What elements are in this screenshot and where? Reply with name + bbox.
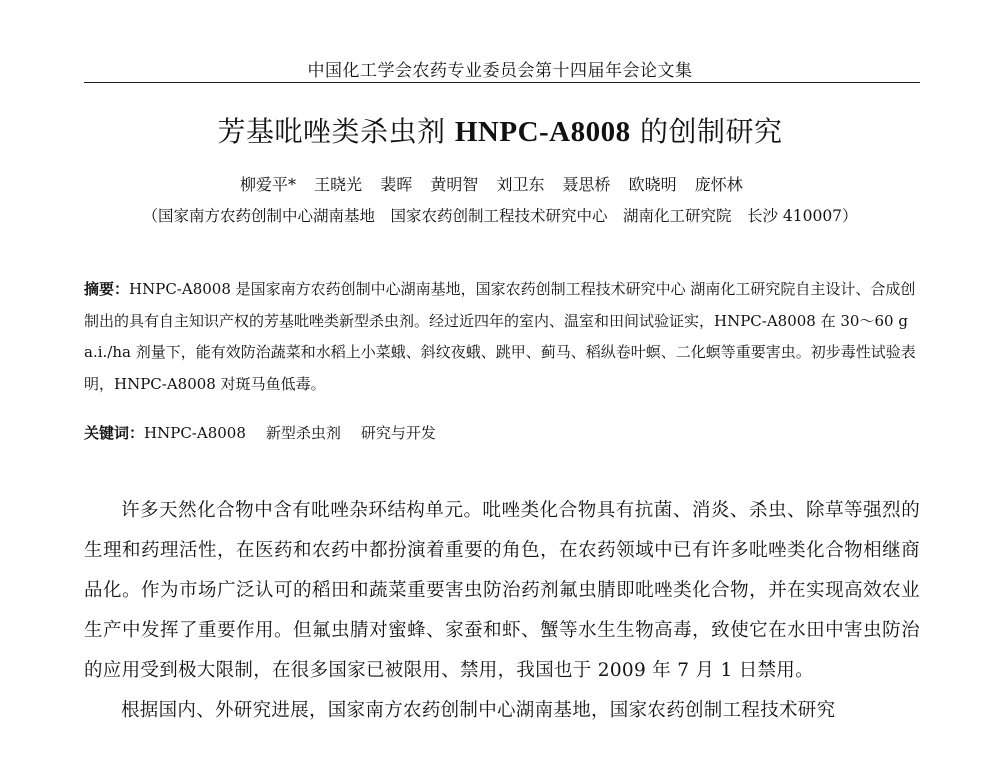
keyword: 研究与开发 bbox=[360, 424, 436, 442]
author: 庞怀林 bbox=[694, 175, 743, 194]
title-prefix: 芳基吡唑类杀虫剂 bbox=[217, 115, 455, 148]
abstract-text: HNPC-A8008 是国家南方农药创制中心湖南基地，国家农药创制工程技术研究中心 湖南化工研究院自主设计、合成创制出的具有自主知识产权的芳基吡唑类新型杀虫剂。经过近四年的室内、温室和田间试验证实，HNPC-A8008 在 30～60 g a.i./ha 剂量下，能有效防治蔬菜和水稻上小菜蛾、斜纹夜蛾、跳甲、蓟马、稻纵卷叶螟、二化螟等重要害虫。初步毒性试验表明，HNPC-A8008 对斑马鱼低毒。 bbox=[84, 280, 916, 393]
affiliation: （国家南方农药创制中心湖南基地 国家农药创制工程技术研究中心 湖南化工研究院 长沙 410007） bbox=[142, 207, 858, 225]
author: 王晓光 bbox=[314, 175, 363, 194]
author: 刘卫东 bbox=[496, 175, 545, 194]
proceedings-header: 中国化工学会农药专业委员会第十四届年会论文集 bbox=[307, 61, 693, 81]
author: 裴晖 bbox=[380, 175, 413, 194]
keyword: HNPC-A8008 bbox=[144, 424, 246, 442]
author: 聂思桥 bbox=[562, 175, 611, 194]
keywords-label: 关键词： bbox=[84, 424, 145, 442]
paper-title bbox=[0, 110, 1000, 150]
author: 欧晓明 bbox=[628, 175, 677, 194]
abstract-label: 摘要： bbox=[84, 280, 130, 298]
header-rule bbox=[84, 82, 920, 83]
body-paragraph-1: 许多天然化合物中含有吡唑杂环结构单元。吡唑类化合物具有抗菌、消炎、杀虫、除草等强烈的生理和药理活性，在医药和农药中都扮演着重要的角色，在农药领域中已有许多吡唑类化合物相继商品化。作为市场广泛认可的稻田和蔬菜重要害虫防治药剂氟虫腈即吡唑类化合物，并在实现高效农业生产中发挥了重要作用。但氟虫腈对蜜蜂、家蚕和虾、蟹等水生生物高毒，致使它在水田中害虫防治的应用受到极大限制，在很多国家已被限用、禁用，我国也于 2009 年 7 月 1 日禁用。 bbox=[84, 500, 920, 681]
body-text bbox=[84, 491, 920, 731]
body-paragraph-2: 根据国内、外研究进展，国家南方农药创制中心湖南基地，国家农药创制工程技术研究 bbox=[121, 700, 836, 721]
abstract bbox=[84, 274, 920, 400]
keywords bbox=[84, 422, 920, 443]
author-list bbox=[240, 172, 800, 195]
author: 黄明智 bbox=[430, 175, 479, 194]
title-suffix: 的创制研究 bbox=[630, 115, 783, 148]
title-code: HNPC-A8008 bbox=[454, 116, 631, 148]
keyword: 新型杀虫剂 bbox=[265, 424, 341, 442]
author: 柳爱平* bbox=[240, 175, 297, 194]
